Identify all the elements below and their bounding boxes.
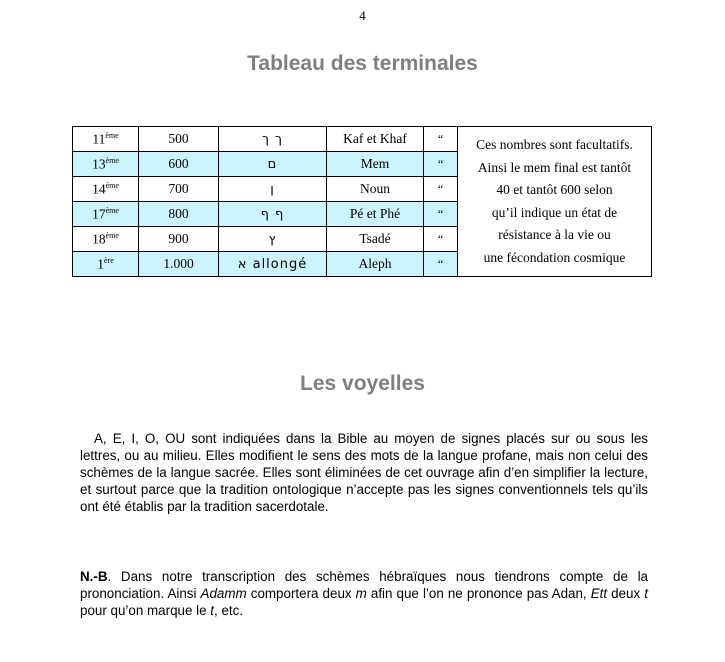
note-line: qu’il indique un état de [491,204,618,220]
page-number: 4 [359,8,366,23]
nb-text: afin que l’on ne prononce pas Adan, [366,586,591,601]
nb-label: N.-B [80,569,108,584]
rank-cell [73,177,139,202]
ditto-mark-cell: “ [424,127,458,152]
rank-number: 13 [92,156,106,172]
nb-text: deux [607,586,645,601]
value-cell: 900 [139,227,219,252]
value-cell: 1.000 [139,252,219,277]
note-line: résistance à la vie ou [498,227,611,242]
hebrew-letter-cell: ן [219,177,327,202]
value-cell: 700 [139,177,219,202]
rank-suffix: ème [105,205,119,215]
letter-m: m [355,586,367,601]
vowels-paragraph: A, E, I, O, OU sont indiquées dans la Bible au moyen de signes placés sur ou sous les lettres, ou au milieu. Elles modifient le sens des mots de la langue profane, mais non celui des schèmes de la langue sacrée. Elles sont éliminées de cet ouvrage afin d’en simplifier la lecture, et surtout parce que la tradition ontologique n’accepte pas les signes conventionnels tels qu’ils ont été établis par la tradition sacerdotale. [80,431,648,514]
letter-name-cell: Pé et Phé [327,202,424,227]
letter-name-cell: Tsadé [327,227,424,252]
letter-name-cell: Kaf et Khaf [327,127,424,152]
value-cell: 800 [139,202,219,227]
table-row [73,127,652,152]
hebrew-letter-cell: ם [219,152,327,177]
rank-number: 11 [92,131,106,147]
nb-text: , etc. [214,603,244,618]
rank-cell [73,202,139,227]
rank-suffix: ème [105,180,119,190]
rank-number: 18 [92,231,106,247]
note-line: 40 et tantôt 600 selon [496,182,613,197]
hebrew-letter-cell: א allongé [219,252,327,277]
rank-cell [73,227,139,252]
value-cell: 600 [139,152,219,177]
terminals-table [72,126,652,277]
rank-number: 14 [92,181,106,197]
letter-t: t [644,586,648,601]
nb-paragraph [80,568,648,619]
letter-name-cell: Mem [327,152,424,177]
letter-t: t [210,603,215,618]
hebrew-letter-cell: ך ך [219,127,327,152]
ditto-mark-cell: “ [424,177,458,202]
ditto-mark-cell: “ [424,202,458,227]
hebrew-letter-cell: ץ [219,227,327,252]
rank-suffix: ème [105,130,119,140]
section-title-vowels: Les voyelles [300,372,425,395]
note-cell [458,127,652,277]
ditto-mark-cell: “ [424,252,458,277]
rank-cell [73,252,139,277]
rank-number: 17 [92,206,106,222]
rank-number: 1 [97,256,104,272]
ditto-mark-cell: “ [424,227,458,252]
value-cell: 500 [139,127,219,152]
hebrew-letter-cell: ף ף [219,202,327,227]
word-adamm: Adamm [200,586,247,601]
word-ett: Ett [590,586,608,601]
nb-text: . Dans notre transcription des schèmes hébraïques nous tiendrons compte de la prononciation. Ainsi [80,569,648,601]
rank-cell [73,152,139,177]
note-line: une fécondation cosmique [483,249,626,265]
nb-text: comportera deux [246,586,356,601]
rank-suffix: ème [105,155,119,165]
section-title-terminals: Tableau des terminales [247,52,478,75]
nb-text: pour qu’on marque le [80,603,211,618]
letter-name-cell: Noun [327,177,424,202]
rank-suffix: ème [105,230,119,240]
note-line: Ces nombres sont facultatifs. [476,137,633,152]
rank-suffix: ère [103,255,114,265]
rank-cell [73,127,139,152]
ditto-mark-cell: “ [424,152,458,177]
note-line: Ainsi le mem final est tantôt [477,159,632,175]
letter-name-cell: Aleph [327,252,424,277]
